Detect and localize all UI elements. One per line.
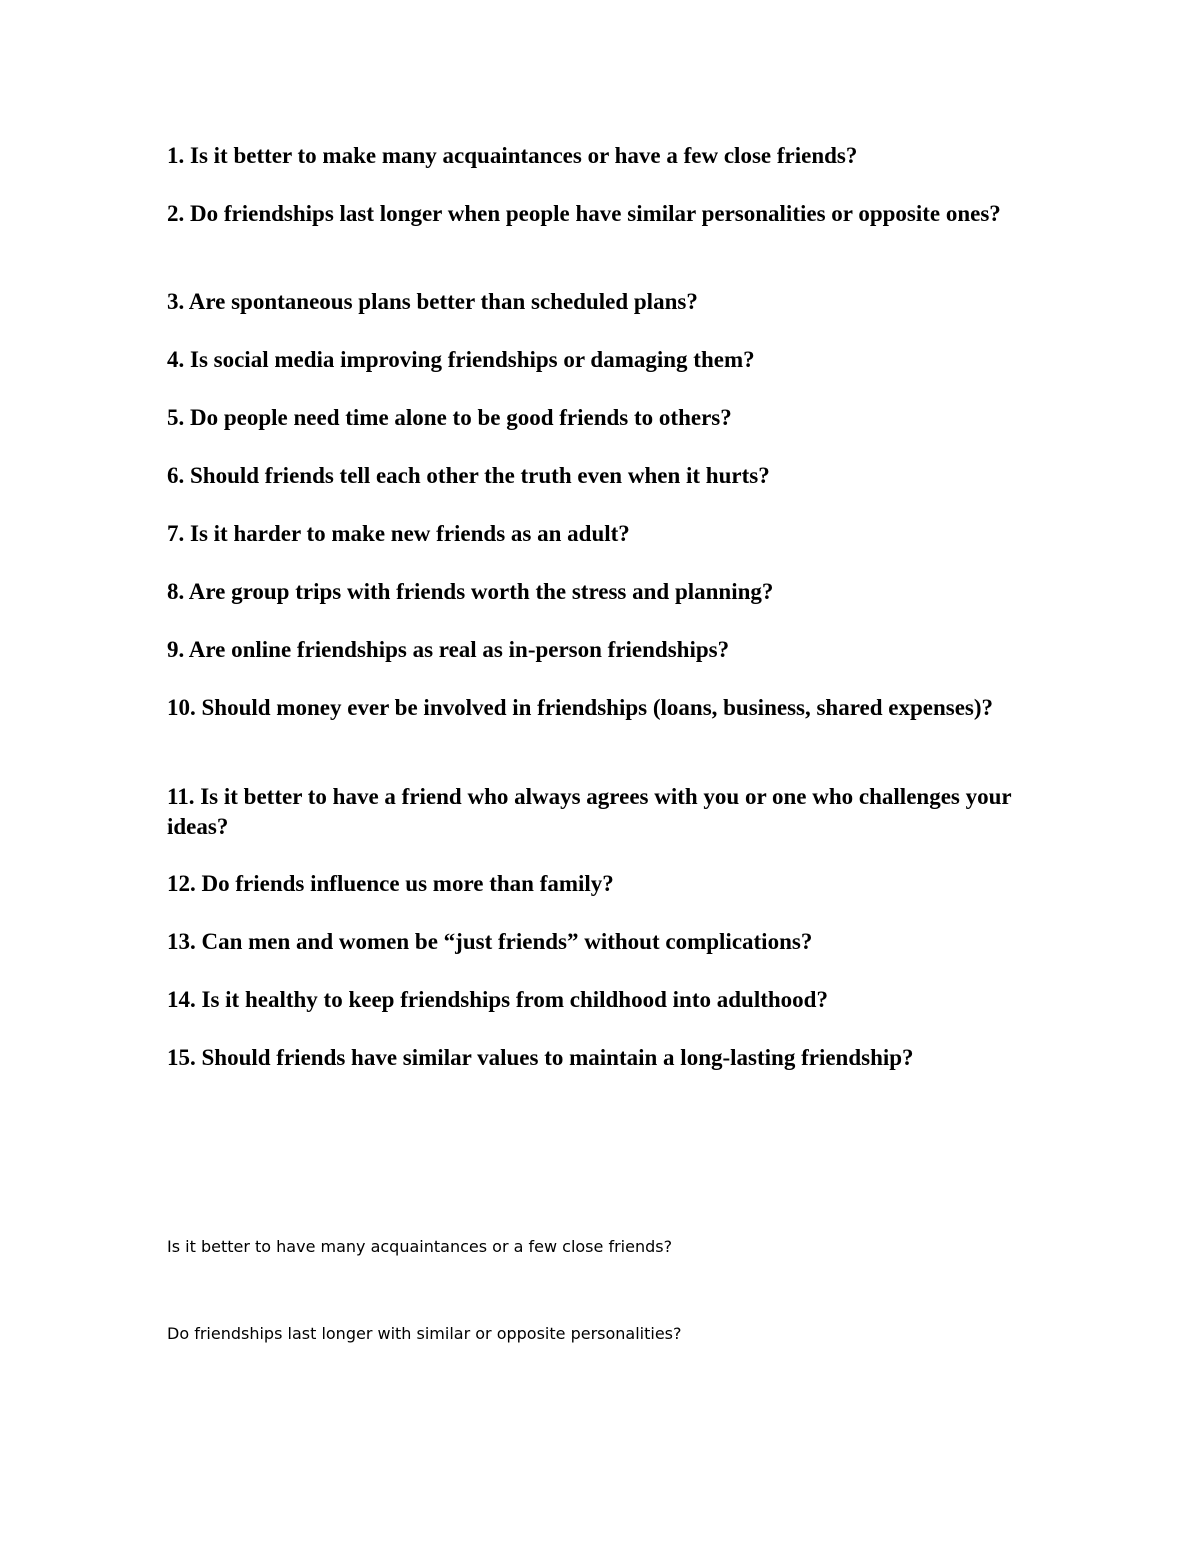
question-3: 3. Are spontaneous plans better than scheduled plans? xyxy=(167,289,698,314)
question-14: 14. Is it healthy to keep friendships from childhood into adulthood? xyxy=(167,987,828,1012)
question-7: 7. Is it harder to make new friends as an adult? xyxy=(167,521,630,546)
question-1: 1. Is it better to make many acquaintances or have a few close friends? xyxy=(167,143,858,168)
question-9: 9. Are online friendships as real as in-person friendships? xyxy=(167,637,730,662)
question-8: 8. Are group trips with friends worth the stress and planning? xyxy=(167,579,774,604)
short-question-2: Do friendships last longer with similar or opposite personalities? xyxy=(167,1324,682,1343)
question-13: 13. Can men and women be “just friends” without complications? xyxy=(167,929,813,954)
question-15: 15. Should friends have similar values to maintain a long-lasting friendship? xyxy=(167,1045,914,1070)
question-10: 10. Should money ever be involved in friendships (loans, business, shared expenses)? xyxy=(167,695,994,720)
question-5: 5. Do people need time alone to be good friends to others? xyxy=(167,405,732,430)
question-2: 2. Do friendships last longer when people have similar personalities or opposite ones? xyxy=(167,201,1001,226)
question-4: 4. Is social media improving friendships or damaging them? xyxy=(167,347,755,372)
short-question-1: Is it better to have many acquaintances or a few close friends? xyxy=(167,1237,673,1256)
question-11: 11. Is it better to have a friend who always agrees with you or one who challenges your ideas? xyxy=(167,784,1012,839)
question-6: 6. Should friends tell each other the truth even when it hurts? xyxy=(167,463,770,488)
question-12: 12. Do friends influence us more than family? xyxy=(167,871,614,896)
